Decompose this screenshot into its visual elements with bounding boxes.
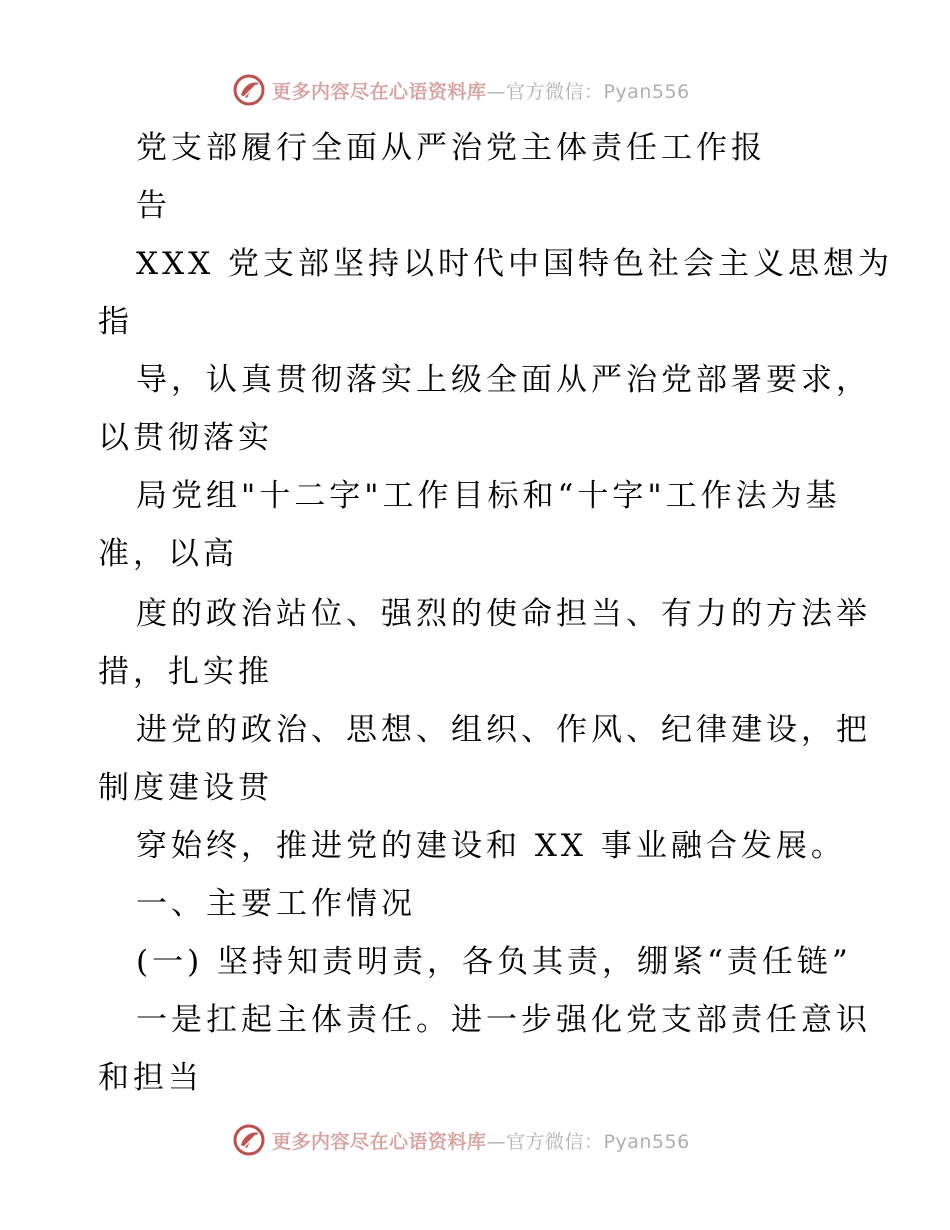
- brand-logo-icon: [232, 1123, 266, 1157]
- watermark-sub-text: —官方微信：Pyan556: [486, 80, 690, 103]
- paragraph-line: 一是扛起主体责任。进一步强化党支部责任意识: [136, 1002, 871, 1038]
- watermark-sub-text: —官方微信：Pyan556: [486, 1130, 690, 1153]
- paragraph-line: 和担当: [98, 1060, 203, 1096]
- section-heading: 一、主要工作情况: [136, 886, 416, 922]
- paragraph-line: 以贯彻落实: [98, 420, 273, 456]
- paragraph-line: XXX 党支部坚持以时代中国特色社会主义思想为: [136, 246, 894, 282]
- paragraph-line: 穿始终，推进党的建设和 XX 事业融合发展。: [136, 828, 846, 864]
- watermark-main-text: 更多内容尽在心语资料库: [272, 1130, 487, 1153]
- watermark-banner-bottom: [232, 1122, 712, 1158]
- paragraph-line: 准，以高: [98, 536, 238, 572]
- paragraph-line: 措，扎实推: [98, 654, 273, 690]
- paragraph-line: 制度建设贯: [98, 770, 273, 806]
- watermark-main-text: 更多内容尽在心语资料库: [272, 80, 487, 103]
- paragraph-line: 进党的政治、思想、组织、作风、纪律建设，把: [136, 712, 871, 748]
- paragraph-line: 指: [98, 304, 133, 340]
- subsection-heading: (一) 坚持知责明责，各负其责，绷紧“责任链”: [136, 944, 852, 980]
- brand-logo-icon: [232, 73, 266, 107]
- paragraph-line: 导，认真贯彻落实上级全面从严治党部署要求，: [136, 362, 871, 398]
- title-line-2: 告: [136, 188, 171, 224]
- title-line-1: 党支部履行全面从严治党主体责任工作报: [136, 130, 766, 166]
- watermark-banner-top: [232, 72, 712, 108]
- paragraph-line: 度的政治站位、强烈的使命担当、有力的方法举: [136, 596, 871, 632]
- paragraph-line: 局党组"十二字"工作目标和“十字"工作法为基: [136, 478, 841, 514]
